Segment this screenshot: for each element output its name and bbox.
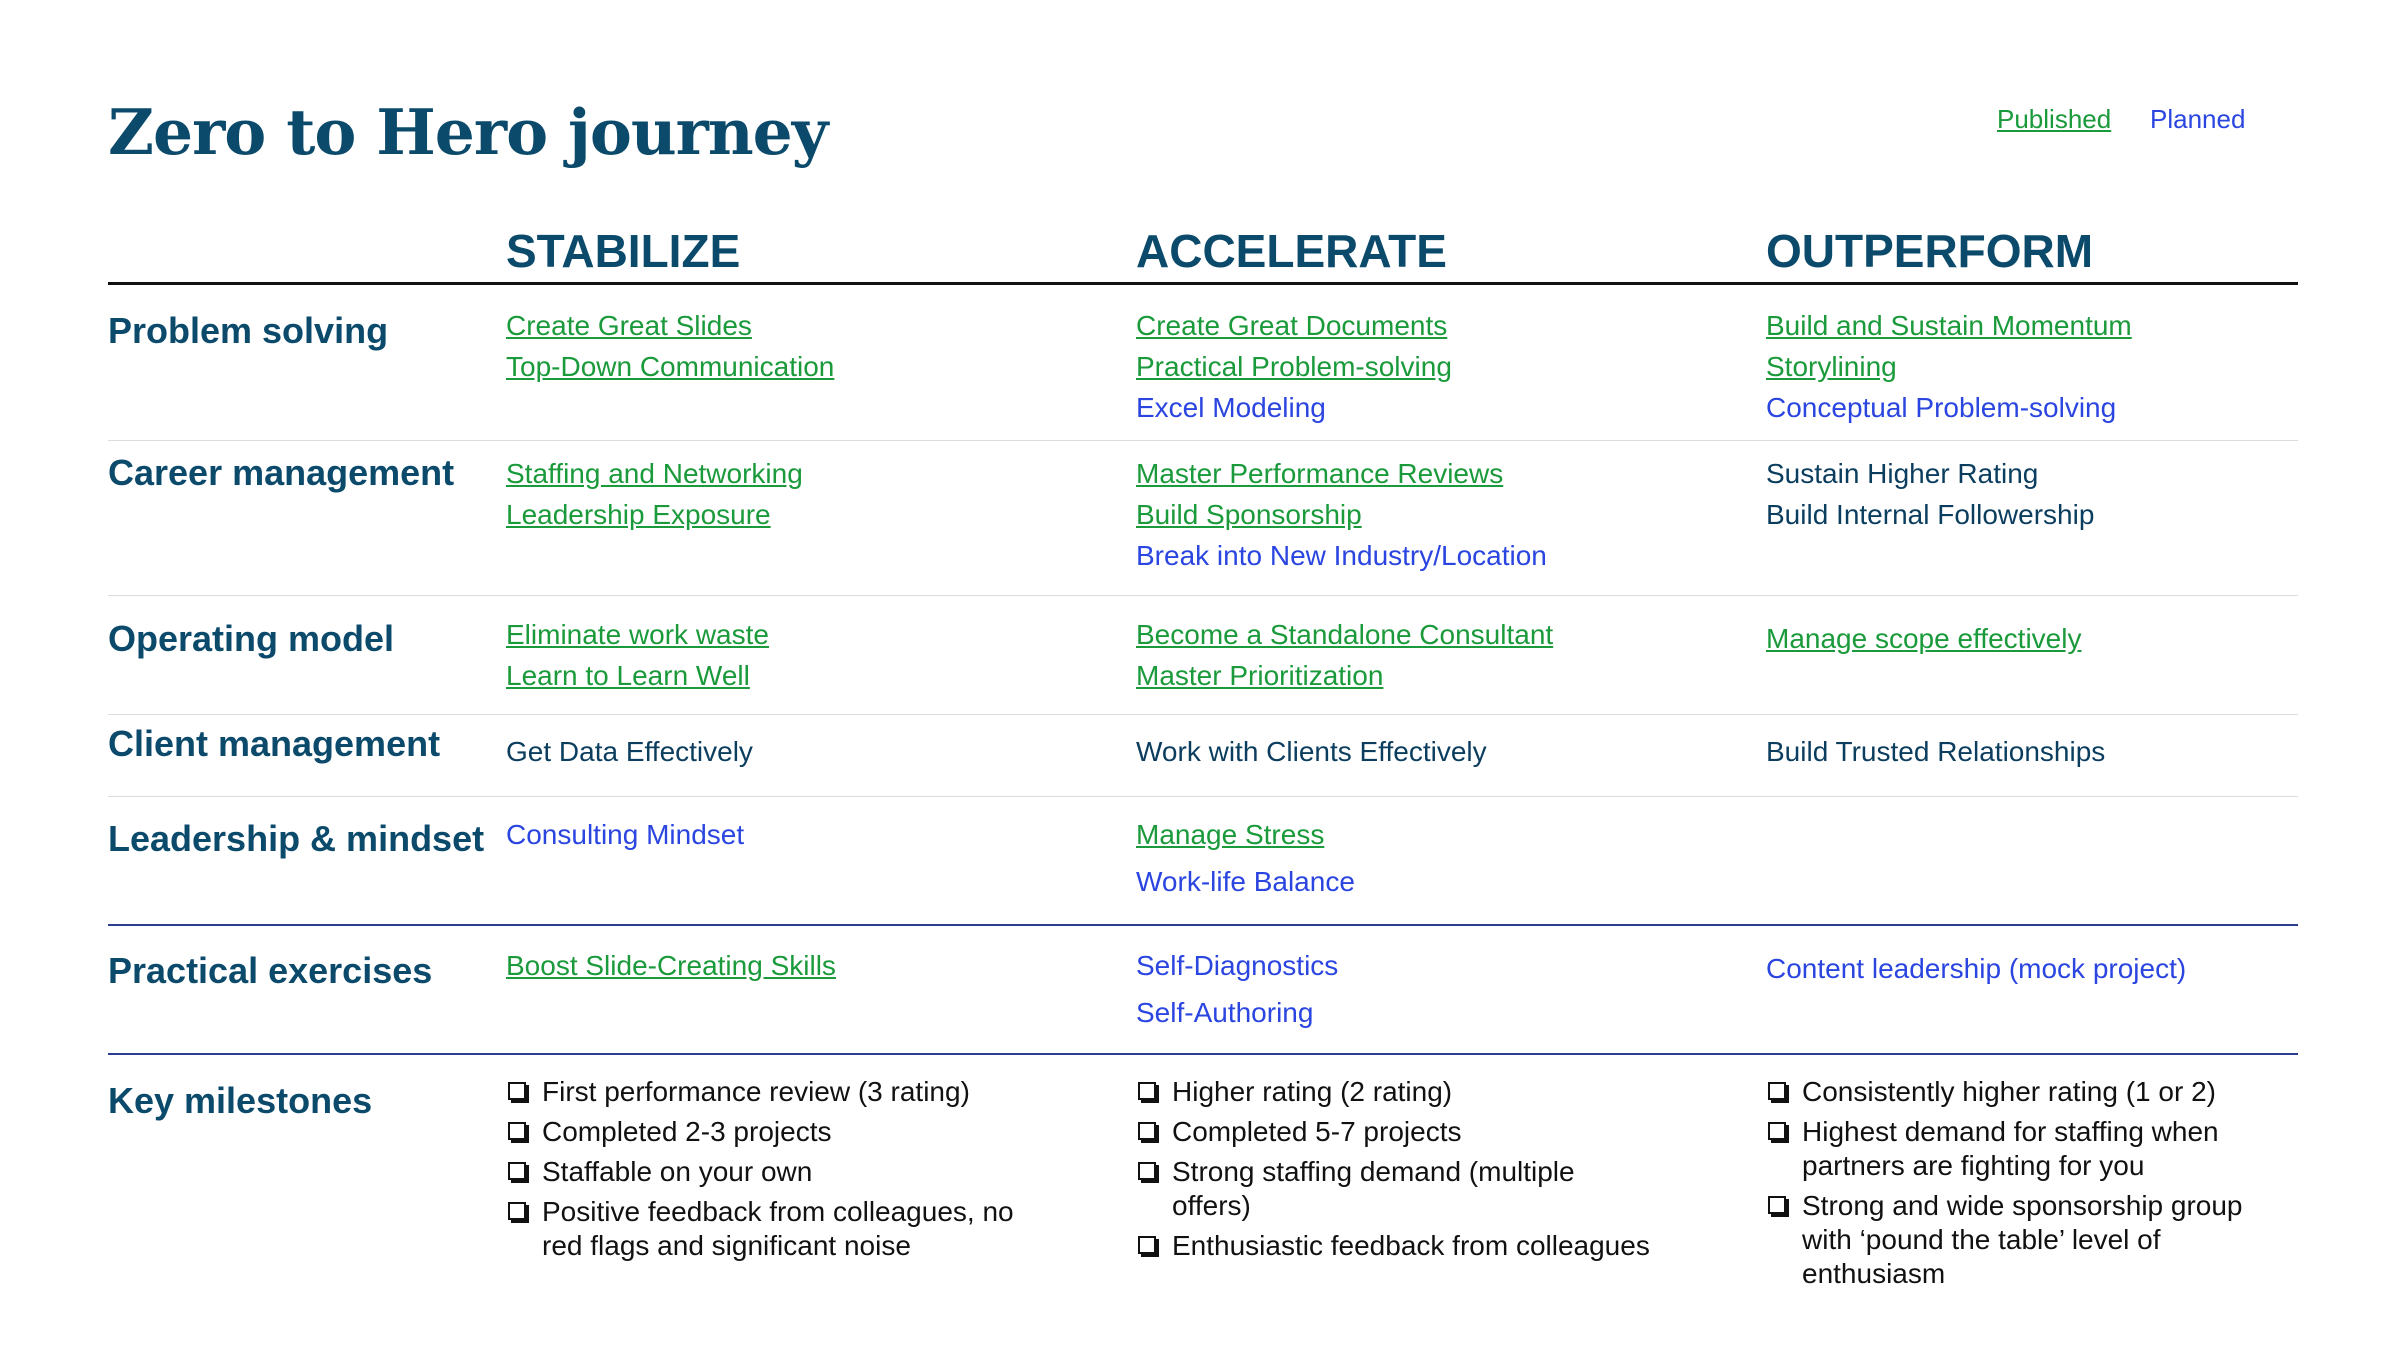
row-divider	[108, 440, 2298, 441]
course-link[interactable]: Leadership Exposure	[506, 499, 771, 530]
legend-planned: Planned	[2150, 104, 2246, 134]
milestone-item: Strong staffing demand (multiple offers)	[1136, 1155, 1656, 1223]
milestone-item: Positive feedback from colleagues, no red flags and significant noise	[506, 1195, 1026, 1263]
header-rule	[108, 282, 2298, 285]
course-item: Build Trusted Relationships	[1766, 736, 2106, 767]
cell-problem-solving-stabilize	[506, 305, 1106, 387]
checkbox-icon	[1768, 1082, 1786, 1100]
row-label-client-management: Client management	[108, 723, 441, 764]
course-link[interactable]: Manage scope effectively	[1766, 623, 2082, 654]
legend-published: Published	[1997, 104, 2112, 134]
course-link[interactable]: Manage Stress	[1136, 819, 1325, 850]
milestone-item: Completed 2-3 projects	[506, 1115, 1026, 1149]
course-item: Build Internal Followership	[1766, 499, 2095, 530]
planned-course: Content leadership (mock project)	[1766, 953, 2187, 984]
cell-client-management-outperform	[1766, 731, 2366, 772]
course-link[interactable]: Build Sponsorship	[1136, 499, 1362, 530]
milestone-item: Enthusiastic feedback from colleagues	[1136, 1229, 1656, 1263]
column-header-outperform: OUTPERFORM	[1766, 225, 2094, 277]
course-link[interactable]: Top-Down Communication	[506, 351, 835, 382]
page-title: Zero to Hero journey	[108, 95, 828, 169]
course-link[interactable]: Storylining	[1766, 351, 1897, 382]
course-link[interactable]: Boost Slide-Creating Skills	[506, 950, 836, 981]
row-divider	[108, 595, 2298, 596]
planned-course: Self-Diagnostics	[1136, 950, 1339, 981]
course-link[interactable]: Learn to Learn Well	[506, 660, 750, 691]
checkbox-icon	[1768, 1196, 1786, 1214]
row-divider	[108, 796, 2298, 797]
cell-career-management-stabilize	[506, 453, 1106, 535]
planned-course: Work-life Balance	[1136, 866, 1355, 897]
course-item: Work with Clients Effectively	[1136, 736, 1487, 767]
cell-career-management-accelerate	[1136, 453, 1736, 576]
section-divider	[108, 924, 2298, 926]
cell-operating-model-accelerate	[1136, 614, 1736, 696]
planned-course: Self-Authoring	[1136, 997, 1314, 1028]
checkbox-icon	[1138, 1236, 1156, 1254]
row-divider	[108, 714, 2298, 715]
cell-leadership-mindset-stabilize	[506, 814, 1106, 855]
course-link[interactable]: Create Great Documents	[1136, 310, 1448, 341]
column-header-accelerate: ACCELERATE	[1136, 225, 1447, 277]
row-label-key-milestones: Key milestones	[108, 1080, 373, 1121]
course-link[interactable]: Eliminate work waste	[506, 619, 769, 650]
row-label-practical-exercises: Practical exercises	[108, 950, 433, 991]
checkbox-icon	[508, 1082, 526, 1100]
course-link[interactable]: Create Great Slides	[506, 310, 752, 341]
milestones-stabilize	[506, 1075, 1026, 1269]
cell-practical-exercises-accelerate	[1136, 942, 1736, 1036]
checkbox-icon	[1768, 1122, 1786, 1140]
cell-practical-exercises-outperform	[1766, 948, 2366, 989]
cell-leadership-mindset-accelerate	[1136, 811, 1736, 905]
cell-career-management-outperform	[1766, 453, 2366, 535]
planned-course: Excel Modeling	[1136, 392, 1326, 423]
milestones-accelerate	[1136, 1075, 1656, 1269]
checkbox-icon	[508, 1202, 526, 1220]
checkbox-icon	[1138, 1082, 1156, 1100]
milestones-outperform	[1766, 1075, 2286, 1297]
planned-course: Consulting Mindset	[506, 819, 745, 850]
milestone-item: Staffable on your own	[506, 1155, 1026, 1189]
milestone-item: Strong and wide sponsorship group with ‘pound the table’ level of enthusiasm	[1766, 1189, 2286, 1291]
row-label-operating-model: Operating model	[108, 618, 395, 659]
milestone-item: Highest demand for staffing when partners are fighting for you	[1766, 1115, 2286, 1183]
row-label-leadership-mindset: Leadership & mindset	[108, 818, 485, 859]
checkbox-icon	[1138, 1122, 1156, 1140]
course-link[interactable]: Staffing and Networking	[506, 458, 803, 489]
cell-practical-exercises-stabilize	[506, 945, 1106, 986]
cell-problem-solving-accelerate	[1136, 305, 1736, 428]
planned-course: Break into New Industry/Location	[1136, 540, 1547, 571]
course-link[interactable]: Become a Standalone Consultant	[1136, 619, 1554, 650]
cell-problem-solving-outperform	[1766, 305, 2366, 428]
milestone-item: First performance review (3 rating)	[506, 1075, 1026, 1109]
milestone-item: Completed 5-7 projects	[1136, 1115, 1656, 1149]
cell-operating-model-outperform	[1766, 618, 2366, 659]
course-link[interactable]: Practical Problem-solving	[1136, 351, 1452, 382]
course-link[interactable]: Master Performance Reviews	[1136, 458, 1504, 489]
cell-client-management-accelerate	[1136, 731, 1736, 772]
checkbox-icon	[508, 1162, 526, 1180]
milestone-item: Consistently higher rating (1 or 2)	[1766, 1075, 2286, 1109]
checkbox-icon	[1138, 1162, 1156, 1180]
course-link[interactable]: Build and Sustain Momentum	[1766, 310, 2132, 341]
planned-course: Conceptual Problem-solving	[1766, 392, 2117, 423]
row-label-problem-solving: Problem solving	[108, 310, 389, 351]
column-header-stabilize: STABILIZE	[506, 225, 741, 277]
cell-operating-model-stabilize	[506, 614, 1106, 696]
milestone-item: Higher rating (2 rating)	[1136, 1075, 1656, 1109]
course-link[interactable]: Master Prioritization	[1136, 660, 1384, 691]
section-divider	[108, 1053, 2298, 1055]
course-item: Sustain Higher Rating	[1766, 458, 2039, 489]
row-label-career-management: Career management	[108, 452, 455, 493]
cell-client-management-stabilize	[506, 731, 1106, 772]
checkbox-icon	[508, 1122, 526, 1140]
course-item: Get Data Effectively	[506, 736, 753, 767]
